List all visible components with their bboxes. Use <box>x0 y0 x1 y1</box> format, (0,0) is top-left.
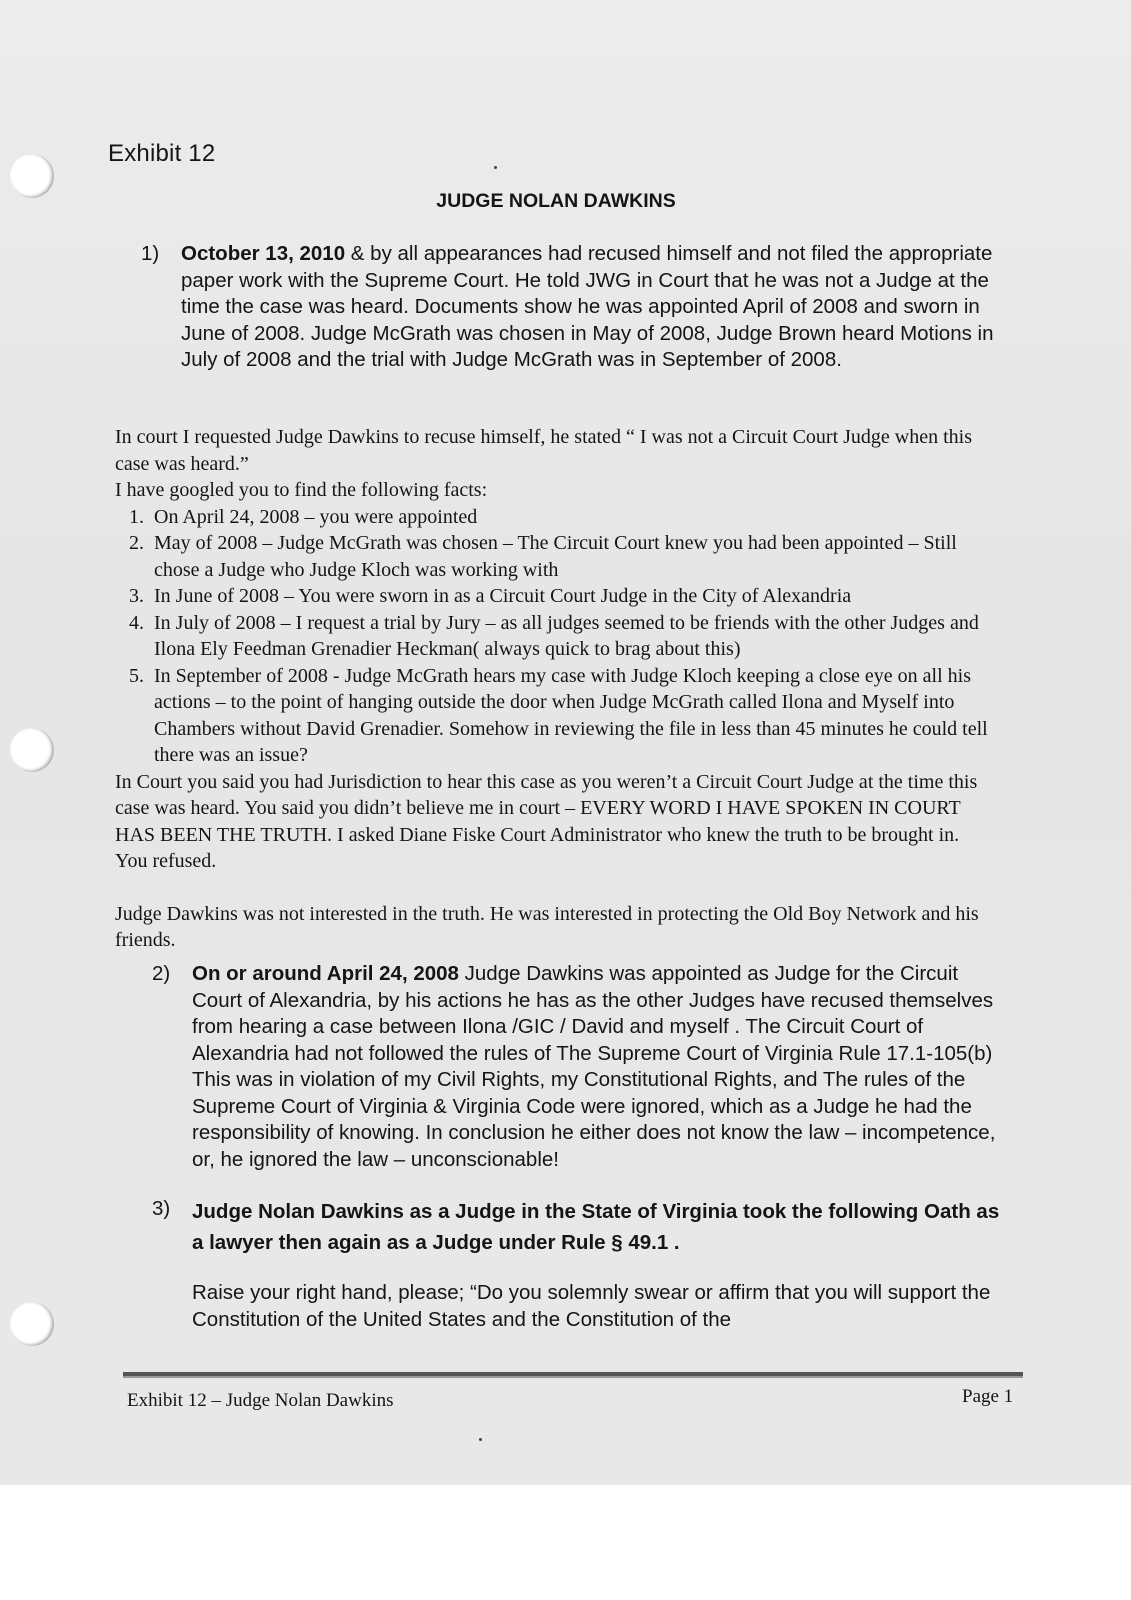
page-number: Page 1 <box>962 1386 1014 1407</box>
googled-line: I have googled you to find the following facts: <box>115 479 488 501</box>
punch-hole <box>10 728 54 772</box>
exhibit-label: Exhibit 12 <box>108 140 216 167</box>
item-number: 1) <box>141 242 160 265</box>
list-text: In July of 2008 – I request a trial by Jury – as all judges seemed to be friends with the other Judges and Ilona Ely Feedman Grenadier Heckman( always quick to brag about this) <box>154 611 979 660</box>
oath-text: Raise your right hand, please; “Do you solemnly swear or affirm that you will support the Constitution of the United States and the Constitution of the <box>192 1281 991 1331</box>
list-item <box>129 663 995 769</box>
item-number: 3) <box>152 1197 171 1220</box>
list-number: 5. <box>129 664 144 687</box>
footer-label: Exhibit 12 – Judge Nolan Dawkins <box>127 1390 394 1411</box>
oath-intro: Judge Nolan Dawkins as a Judge in the State of Virginia took the following Oath as a lawyer then again as a Judge under Rule § 49.1 . <box>192 1200 1000 1254</box>
list-text: In September of 2008 - Judge McGrath hears my case with Judge Kloch keeping a close eye on all his actions – to the point of hanging outside the door when Judge McGrath called Ilona and Myself into Chambers without David Grenadier. Somehow in reviewing the file in less than 45 minutes he could tell there was an issue? <box>154 664 988 766</box>
item-text: Judge Dawkins was appointed as Judge for the Circuit Court of Alexandria, by his actions he has as the other Judges have recused themselves from hearing a case between Ilona /GIC / David and myself . The Circuit Court of Alexandria had not followed the rules of The Supreme Court of Virginia Rule 17.1-105(b) This was in violation of my Civil Rights, my Constitutional Rights, and The rules of the Supreme Court of Virginia & Virginia Code were ignored, which as a Judge he had the responsibility of knowing. In conclusion he either does not know the law – incompetence, or, he ignored the law – unconscionable! <box>192 962 996 1171</box>
item-3 <box>152 1196 1002 1333</box>
item-date: October 13, 2010 <box>181 242 346 265</box>
item-1 <box>141 241 1001 374</box>
document-title: JUDGE NOLAN DAWKINS <box>436 190 676 212</box>
item-date: On or around April 24, 2008 <box>192 962 459 985</box>
list-number: 1. <box>129 505 144 528</box>
list-number: 2. <box>129 532 144 554</box>
scan-speck <box>494 166 497 169</box>
conclusion-paragraph: Judge Dawkins was not interested in the truth. He was interested in protecting the Old Boy Network and his friends. <box>115 902 979 951</box>
jurisdiction-paragraph: In Court you said you had Jurisdiction to hear this case as you weren’t a Circuit Court Judge at the time this case was heard. You said you didn’t believe me in court – EVERY WORD I HAVE SPOKEN IN COURT HAS BEEN THE TRUTH. I asked Diane Fiske Court Administrator who knew the truth to be brought in. You refused. <box>115 770 978 872</box>
item-2 <box>152 961 1002 1173</box>
list-text: May of 2008 – Judge McGrath was chosen – The Circuit Court knew you had been appointed – Still chose a Judge who Judge Kloch was working with <box>154 532 957 581</box>
punch-hole <box>10 1302 54 1346</box>
scan-speck <box>479 1438 482 1441</box>
item-body <box>192 961 1002 1173</box>
narrative-section <box>115 424 995 954</box>
item-body <box>192 1196 1002 1333</box>
item-number: 2) <box>152 962 171 985</box>
list-item <box>129 530 995 583</box>
list-text: On April 24, 2008 – you were appointed <box>154 505 478 528</box>
list-item <box>129 504 995 531</box>
list-item <box>129 583 995 610</box>
list-number: 4. <box>129 611 144 634</box>
footer-rule <box>123 1372 1023 1378</box>
list-number: 3. <box>129 585 144 607</box>
facts-list <box>129 504 995 769</box>
list-text: In June of 2008 – You were sworn in as a Circuit Court Judge in the City of Alexandria <box>154 585 852 607</box>
item-body <box>181 241 1001 374</box>
list-item <box>129 610 995 663</box>
recuse-paragraph: In court I requested Judge Dawkins to recuse himself, he stated “ I was not a Circuit Court Judge when this case was heard.” <box>115 426 973 475</box>
item-text: & by all appearances had recused himself and not filed the appropriate paper work with the Supreme Court. He told JWG in Court that he was not a Judge at the time the case was heard. Documents show he was appointed April of 2008 and sworn in June of 2008. Judge McGrath was chosen in May of 2008, Judge Brown heard Motions in July of 2008 and the trial with Judge McGrath was in September of 2008. <box>181 242 994 371</box>
